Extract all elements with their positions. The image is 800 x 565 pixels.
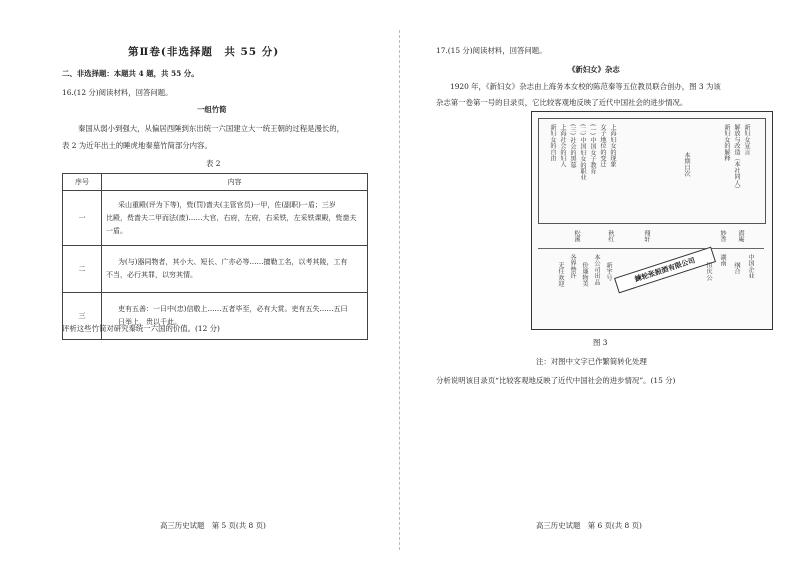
row-text-line: 比殿，赀啬夫二甲而法(废)……大官，右府，左府，右采铁，左采铁课殿，赀啬夫 [106,213,357,222]
part-heading: 二、非选择题：本题共 4 题，共 55 分。 [62,69,199,78]
contents-column: 解放与改造（本社同人） [733,124,740,193]
row-text-line: 采山重殿(评为下等)，赀(罚)啬夫(主管官员)一甲，佐(副职)一盾；三岁 [118,200,336,209]
contents-column: 新妇女宣言 [743,124,750,155]
contents-column: 上海社会的妇人 [559,124,566,168]
author-name: 翔轩 [643,230,650,243]
author-name: 潜庵 [737,230,744,243]
advert-column: 无任欢迎 [557,262,564,287]
row-number: 二 [63,246,102,293]
table-row [63,191,368,246]
row-text-line: 吏有五善：一曰中(忠)信敬上……五者毕至，必有大赏。吏有五失……五曰 [118,305,348,313]
row-text-line: 一盾。 [106,226,127,235]
magazine-contents-figure [531,111,773,330]
table-header-content: 内容 [102,174,368,191]
advertisement-banner: 鍊轮张振酒有限公司 [614,247,716,294]
exam-page-5 [0,0,398,565]
author-name: 松溪 [573,230,580,243]
material-title: 一组竹简 [197,105,227,114]
row-content [102,246,368,293]
table-header-row [63,174,368,191]
question-17-intro: 17.(15 分)阅读材料，回答问题。 [436,46,547,55]
advert-column: 本公司出品 [593,254,600,285]
advert-column: 湖南 [719,254,726,267]
row-number: 一 [63,191,102,246]
bamboo-slip-table [62,173,368,340]
page-footer: 高三历史试题 第 5 页(共 8 页) [160,521,266,530]
author-name: 妙香 [719,230,726,243]
contents-column: (三) 社会的黑幕 [569,124,576,168]
contents-heading: 本期目次 [683,152,690,177]
divider-line [538,248,764,249]
contents-column: 新妇女的解释 [723,124,730,162]
advert-column: 新宇号 [605,262,612,281]
figure-caption: 图 3 [593,338,608,347]
exam-page-6 [402,0,800,565]
figure-note: 注：对图中文字已作繁简转化处理 [536,357,647,366]
material-paragraph-line: 杂志第一卷第一号的目录页，它比较客观地反映了近代中国社会的进步情况。 [436,98,688,107]
row-text-line: 日举上，贵以千此。 [118,318,181,326]
advert-column: 纲合 [733,262,740,275]
row-text-line: 为(与)器同物者，其小大、短长、广亦必等……擅勒工名，以考其陵，工有 [118,258,348,266]
row-content [102,191,368,246]
table-row [63,246,368,293]
advert-column: 中国企业 [747,254,754,279]
material-paragraph-line: 1920 年，《新妇女》杂志由上海务本女校的陈范秦等五位教员联合创办，图 3 为该 [450,82,721,91]
row-text-line: 不当，必行其罪，以穷其情。 [106,271,197,279]
contents-column: 女子地位的变迁 [599,124,606,168]
author-name: 秋红 [607,230,614,243]
material-paragraph-line: 秦国从弱小到强大，从偏居西陲到东出统一六国建立大一统王朝的过程是漫长的， [78,124,345,133]
contents-column: 上海妇女的现象 [609,124,616,168]
page-fold-line [399,30,400,550]
question-16-prompt: 评析这些竹简对研究秦统一六国的价值。(12 分) [62,324,220,333]
contents-column: (一) 中国女子教育 [589,124,596,175]
table-caption: 表 2 [206,159,221,168]
table-header-number: 序号 [63,174,102,191]
row-number: 三 [63,293,102,340]
section-title: 第Ⅱ卷(非选择题 共 55 分) [128,46,280,58]
material-title: 《新妇女》杂志 [568,65,620,74]
advert-column: 价廉物美 [581,262,588,287]
advert-column: 恒庆公 [705,262,712,281]
material-paragraph-line: 表 2 为近年出土的睡虎地秦墓竹简部分内容。 [62,141,212,150]
contents-column: (二) 中国妇女的职业 [579,124,586,181]
contents-column: 新妇女的自由 [549,124,556,162]
question-16-intro: 16.(12 分)阅读材料，回答问题。 [62,88,173,97]
advert-column: 各界赞许 [569,254,576,279]
question-17-prompt: 分析说明该目录页“比较客观地反映了近代中国社会的进步情况”。(15 分) [436,376,676,385]
page-footer: 高三历史试题 第 6 页(共 8 页) [536,521,642,530]
